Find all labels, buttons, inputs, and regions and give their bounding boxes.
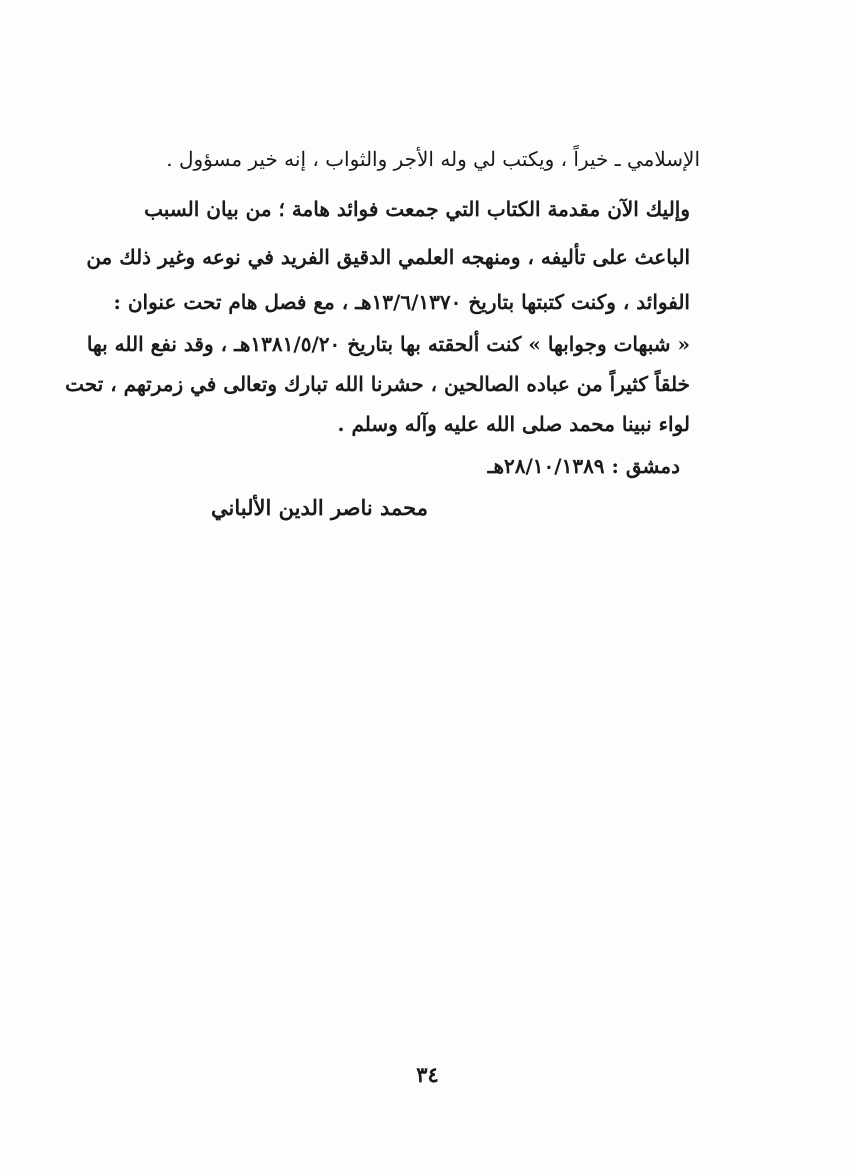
page-number: ٣٤: [416, 1062, 439, 1087]
text-line-2: وإليك الآن مقدمة الكتاب التي جمعت فوائد هامة ؛ من بيان السبب: [144, 197, 690, 221]
author-signature: محمد ناصر الدين الألباني: [211, 495, 428, 520]
text-line-1: الإسلامي ـ خيراً ، ويكتب لي وله الأجر والثواب ، إنه خير مسؤول .: [166, 147, 700, 171]
text-line-6: خلقاً كثيراً من عباده الصالحين ، حشرنا الله تبارك وتعالى في زمرتهم ، تحت: [65, 372, 690, 396]
text-line-7: لواء نبينا محمد صلى الله عليه وآله وسلم .: [337, 412, 690, 436]
date-line: دمشق : ٢٨/١٠/١٣٨٩هـ: [487, 454, 680, 478]
text-line-4: الفوائد ، وكنت كتبتها بتاريخ ١٣/٦/١٣٧٠هـ ، مع فصل هام تحت عنوان :: [113, 290, 690, 314]
text-line-3: الباعث على تأليفه ، ومنهجه العلمي الدقيق الفريد في نوعه وغير ذلك من: [86, 245, 690, 269]
text-line-5: « شبهات وجوابها » كنت ألحقته بها بتاريخ ١٣٨١/٥/٢٠هـ ، وقد نفع الله بها: [86, 332, 690, 356]
